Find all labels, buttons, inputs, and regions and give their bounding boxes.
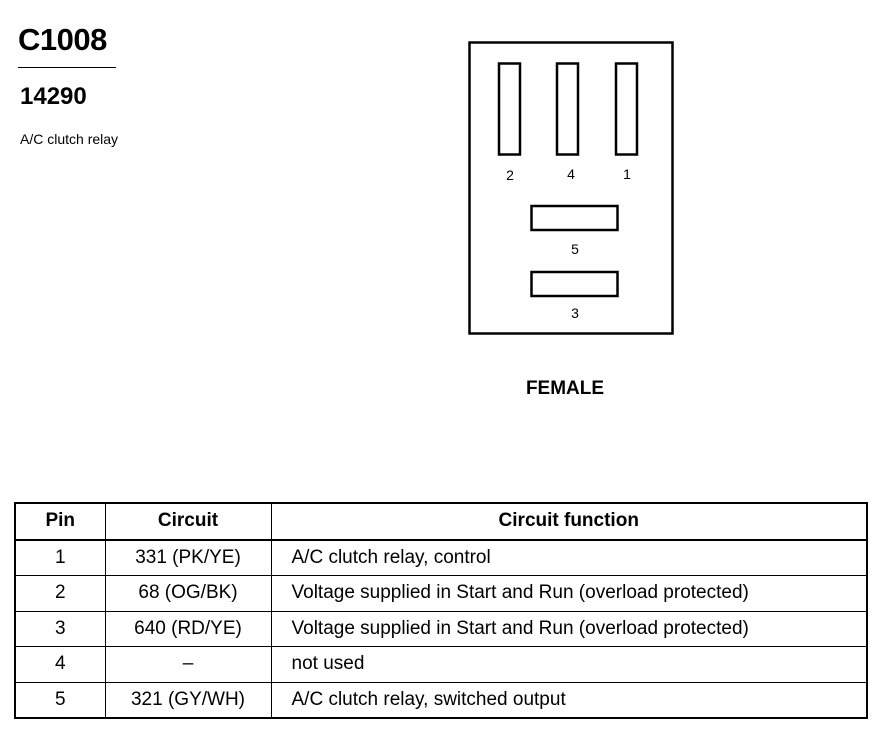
pin-2-slot xyxy=(499,64,520,155)
function-cell: Voltage supplied in Start and Run (overload protected) xyxy=(271,576,867,612)
function-cell: Voltage supplied in Start and Run (overload protected) xyxy=(271,611,867,647)
pin-circuit-table xyxy=(14,502,868,719)
pin-1-slot xyxy=(616,64,637,155)
pin-cell: 3 xyxy=(15,611,105,647)
pin-5-label: 5 xyxy=(571,241,579,257)
pin-cell: 1 xyxy=(15,540,105,576)
connector-id: C1008 xyxy=(18,22,107,57)
circuit-cell: 68 (OG/BK) xyxy=(105,576,271,612)
pin-4-label: 4 xyxy=(567,166,575,182)
header-circuit-function: Circuit function xyxy=(271,503,867,540)
circuit-cell: 640 (RD/YE) xyxy=(105,611,271,647)
function-cell: A/C clutch relay, switched output xyxy=(271,682,867,718)
pin-cell: 5 xyxy=(15,682,105,718)
circuit-cell: 331 (PK/YE) xyxy=(105,540,271,576)
table-row xyxy=(15,576,867,612)
circuit-cell: – xyxy=(105,647,271,683)
header-pin: Pin xyxy=(15,503,105,540)
pin-5-slot xyxy=(532,206,618,230)
circuit-cell: 321 (GY/WH) xyxy=(105,682,271,718)
pin-2-label: 2 xyxy=(506,167,514,183)
header-circuit: Circuit xyxy=(105,503,271,540)
function-cell: not used xyxy=(271,647,867,683)
pin-4-slot xyxy=(557,64,578,155)
table-row xyxy=(15,540,867,576)
table-row xyxy=(15,682,867,718)
part-number: 14290 xyxy=(20,83,87,110)
connector-description: A/C clutch relay xyxy=(20,131,119,147)
pin-cell: 2 xyxy=(15,576,105,612)
function-cell: A/C clutch relay, control xyxy=(271,540,867,576)
pin-cell: 4 xyxy=(15,647,105,683)
pin-3-slot xyxy=(532,272,618,296)
pin-1-label: 1 xyxy=(623,166,631,182)
pin-3-label: 3 xyxy=(571,305,579,321)
table-row xyxy=(15,611,867,647)
table-row xyxy=(15,647,867,683)
table-header-row xyxy=(15,503,867,540)
connector-gender: FEMALE xyxy=(525,378,605,399)
